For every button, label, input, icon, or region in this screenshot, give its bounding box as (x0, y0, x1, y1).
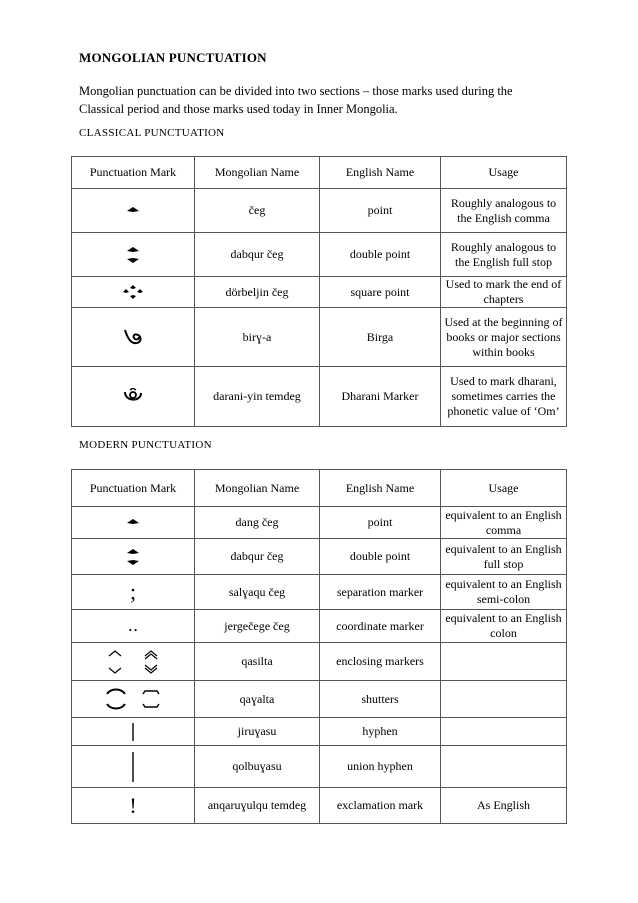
mongolian-name-cell: čeg (195, 189, 320, 233)
english-name-cell: double point (320, 539, 441, 575)
usage-cell: Used to mark the end of chapters (441, 277, 567, 308)
usage-cell: As English (441, 788, 567, 824)
double-point-mark-icon (72, 233, 195, 277)
table-header-row (72, 157, 567, 189)
mongolian-name-cell: dang čeg (195, 507, 320, 539)
column-header: English Name (320, 157, 441, 189)
mongolian-name-cell: qasilta (195, 643, 320, 681)
birga-mark-icon (72, 308, 195, 367)
semicolon-mark-icon: ; (72, 575, 195, 610)
english-name-cell: Dharani Marker (320, 367, 441, 427)
point-mark-icon (72, 507, 195, 539)
column-header: Punctuation Mark (72, 470, 195, 507)
english-name-cell: double point (320, 233, 441, 277)
table-row (72, 189, 567, 233)
square-point-mark-icon (72, 277, 195, 308)
usage-cell (441, 718, 567, 746)
usage-cell: equivalent to an English comma (441, 507, 567, 539)
english-name-cell: enclosing markers (320, 643, 441, 681)
usage-cell: equivalent to an English colon (441, 610, 567, 643)
mongolian-name-cell: qaɣalta (195, 681, 320, 718)
usage-cell: Roughly analogous to the English comma (441, 189, 567, 233)
mongolian-name-cell: jergečege čeg (195, 610, 320, 643)
english-name-cell: union hyphen (320, 746, 441, 788)
usage-cell: equivalent to an English semi-colon (441, 575, 567, 610)
table-row (72, 788, 567, 824)
english-name-cell: shutters (320, 681, 441, 718)
classical-section-heading: CLASSICAL PUNCTUATION (79, 127, 225, 139)
mongolian-name-cell: birɣ-a (195, 308, 320, 367)
table-row (72, 746, 567, 788)
double-point-mark-icon (72, 539, 195, 575)
table-row (72, 507, 567, 539)
english-name-cell: point (320, 507, 441, 539)
table-row (72, 233, 567, 277)
usage-cell (441, 643, 567, 681)
mongolian-name-cell: dörbeljin čeg (195, 277, 320, 308)
english-name-cell: exclamation mark (320, 788, 441, 824)
modern-punctuation-table (71, 469, 567, 824)
column-header: Usage (441, 157, 567, 189)
dharani-mark-icon (72, 367, 195, 427)
modern-section-heading: MODERN PUNCTUATION (79, 439, 212, 451)
table-row (72, 539, 567, 575)
mongolian-name-cell: dabqur čeg (195, 233, 320, 277)
exclamation-mark-icon: ! (72, 788, 195, 824)
usage-cell: equivalent to an English full stop (441, 539, 567, 575)
column-header: Mongolian Name (195, 157, 320, 189)
table-row (72, 610, 567, 643)
english-name-cell: coordinate marker (320, 610, 441, 643)
enclosing-markers-icon (72, 643, 195, 681)
usage-cell: Used at the beginning of books or major sections within books (441, 308, 567, 367)
table-row (72, 575, 567, 610)
mongolian-name-cell: darani-yin temdeg (195, 367, 320, 427)
intro-paragraph: Mongolian punctuation can be divided into two sections – those marks used during the Classical period and those marks used today in Inner Mongolia. (79, 84, 513, 116)
english-name-cell: Birga (320, 308, 441, 367)
shutters-icon (72, 681, 195, 718)
english-name-cell: separation marker (320, 575, 441, 610)
union-hyphen-mark-icon (72, 746, 195, 788)
mongolian-name-cell: jiruɣasu (195, 718, 320, 746)
table-row (72, 367, 567, 427)
coordinate-mark-icon: ‥ (72, 610, 195, 643)
table-row (72, 643, 567, 681)
mongolian-name-cell: anqaruɣulqu temdeg (195, 788, 320, 824)
table-header-row (72, 470, 567, 507)
classical-punctuation-table (71, 156, 567, 427)
column-header: Usage (441, 470, 567, 507)
english-name-cell: hyphen (320, 718, 441, 746)
usage-cell (441, 681, 567, 718)
table-row (72, 308, 567, 367)
english-name-cell: square point (320, 277, 441, 308)
mongolian-name-cell: qolbuɣasu (195, 746, 320, 788)
hyphen-mark-icon (72, 718, 195, 746)
usage-cell: Used to mark dharani, sometimes carries the phonetic value of ‘Om’ (441, 367, 567, 427)
english-name-cell: point (320, 189, 441, 233)
mongolian-name-cell: dabqur čeg (195, 539, 320, 575)
column-header: English Name (320, 470, 441, 507)
column-header: Punctuation Mark (72, 157, 195, 189)
table-row (72, 718, 567, 746)
page-title: MONGOLIAN PUNCTUATION (79, 50, 267, 65)
table-row (72, 681, 567, 718)
point-mark-icon (72, 189, 195, 233)
table-row (72, 277, 567, 308)
mongolian-name-cell: salɣaqu čeg (195, 575, 320, 610)
usage-cell (441, 746, 567, 788)
usage-cell: Roughly analogous to the English full stop (441, 233, 567, 277)
column-header: Mongolian Name (195, 470, 320, 507)
